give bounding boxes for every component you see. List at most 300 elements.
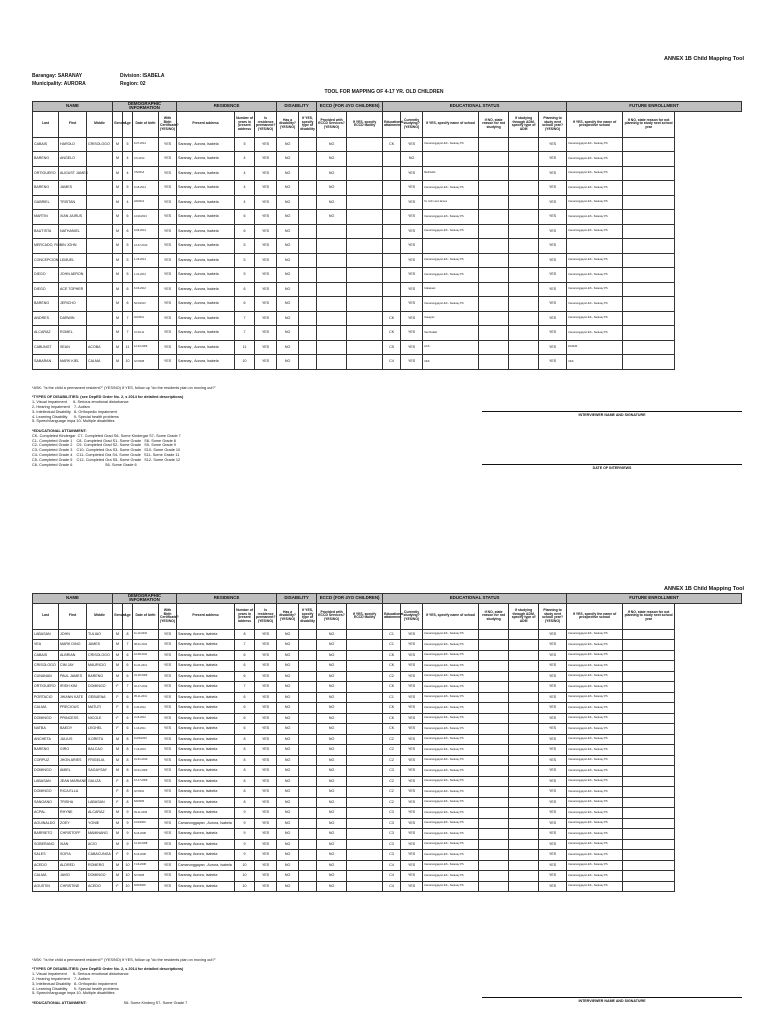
table-cell: C2: [383, 776, 401, 787]
table-cell: [479, 268, 509, 283]
table-cell: [623, 745, 675, 756]
table-cell: TULIAO: [87, 629, 113, 640]
table-cell: YES: [159, 787, 177, 798]
table-cell: 8: [235, 734, 255, 745]
table-cell: ANGELO: [59, 152, 87, 167]
table-cell: Camarunggayan ES - Saranay PS: [423, 860, 479, 871]
table-row: [33, 871, 742, 882]
column-header: Currently studying? (YES/NO): [401, 603, 423, 629]
table-cell: Camarunggayan ES - Saranay PS: [567, 871, 623, 882]
table-cell: 12-18-2008: [133, 839, 159, 850]
table-cell: 10: [235, 860, 255, 871]
table-cell: C3: [383, 818, 401, 829]
table-cell: DOMINGO: [33, 787, 59, 798]
table-cell: 11-21-2011: [133, 661, 159, 672]
table-cell: CK: [383, 724, 401, 735]
table-cell: Camarunggayan ES - Saranay PS: [567, 181, 623, 196]
table-row: [33, 640, 742, 651]
table-cell: NO: [277, 692, 299, 703]
table-cell: 7/5/2014: [133, 166, 159, 181]
table-cell: [299, 850, 317, 861]
table-cell: 10: [235, 871, 255, 882]
table-cell: Saranay, Aurora, Isabela: [177, 734, 235, 745]
table-cell: Camarunggayan ES - Saranay PS: [567, 195, 623, 210]
table-cell: [623, 152, 675, 167]
table-cell: [509, 703, 539, 714]
table-cell: [347, 755, 383, 766]
table-cell: Camarunggayan ES - Saranay PS: [567, 152, 623, 167]
table-cell: Camarunggayan ES - Saranay PS: [423, 745, 479, 756]
table-cell: YES: [401, 881, 423, 892]
table-cell: Camarunggayan ES - Saranay PS: [423, 755, 479, 766]
table-cell: YES: [159, 282, 177, 297]
table-cell: [87, 195, 113, 210]
table-cell: [317, 326, 347, 341]
table-cell: [347, 181, 383, 196]
table-cell: Cabatuan: [423, 282, 479, 297]
table-cell: Camarunggayan ES - Saranay PS: [423, 829, 479, 840]
table-cell: YES: [539, 195, 567, 210]
table-cell: [479, 166, 509, 181]
column-header: If YES, specify type of disability: [299, 111, 317, 137]
table-cell: YES: [539, 850, 567, 861]
table-cell: ANDRES: [33, 311, 59, 326]
table-cell: Camarunggayan ES - Saranay PS: [567, 766, 623, 777]
table-cell: [299, 137, 317, 152]
education-list: CK- Completed Kindergar C7- Completed Grad S6- Some Kindergar S7- Some Grade 7 C1- Completed Grade 1 C8- Completed Grad S1- Some Grade S8- Some Grade 8 C2- Completed Grade 2 C9- Completed Grad S2- Some Grade S9- Some Grade 9 C3- Completed Grade 3 C10- Completed Gra S3- Some Grade S10- Some Grade 10 C4- Completed Grade 4 C11- Completed Gra S4- Some Grade S11- Some Grade 11 C5- Completed Grade 5 C12- Completed Gra S5- Some Grade S12- Some Grade 12 C6- Completed Grade 6 S6- Some Grade 6: [32, 433, 181, 467]
table-cell: BALCAO: [87, 745, 113, 756]
table-cell: ROMEL: [59, 326, 87, 341]
table-cell: Saranay , Aurora, Isabela: [177, 355, 235, 370]
table-cell: Camarunggayan ES - Saranay PS: [423, 713, 479, 724]
table-cell: 8: [123, 797, 133, 808]
table-cell: [509, 850, 539, 861]
table-cell: [347, 224, 383, 239]
table-cell: AUGUST JAMES: [59, 166, 87, 181]
group-header: DISABILITY: [277, 102, 317, 112]
table-cell: [383, 224, 401, 239]
table-cell: C1: [383, 629, 401, 640]
table-cell: 08-01-2011: [133, 640, 159, 651]
table-cell: YES: [255, 713, 277, 724]
table-cell: LEGHEL: [87, 724, 113, 735]
table-cell: YES: [539, 745, 567, 756]
table-cell: C4: [383, 871, 401, 882]
table-cell: YES: [539, 734, 567, 745]
table-cell: YES: [539, 166, 567, 181]
table-cell: YES: [401, 297, 423, 312]
table-cell: YES: [255, 797, 277, 808]
table-cell: YES: [401, 671, 423, 682]
table-cell: TRISHA: [59, 797, 87, 808]
table-cell: [623, 871, 675, 882]
table-row: [33, 268, 742, 283]
table-cell: 9: [235, 839, 255, 850]
table-cell: DOMINGO: [87, 871, 113, 882]
column-header: If studying through ADM, specify type of ADM: [509, 111, 539, 137]
table-cell: JEAN MARIANE: [59, 776, 87, 787]
table-cell: 8: [123, 766, 133, 777]
table-cell: C2: [383, 734, 401, 745]
table-cell: [623, 224, 675, 239]
table-cell: YES: [401, 839, 423, 850]
table-cell: NO: [277, 766, 299, 777]
table-cell: [347, 682, 383, 693]
table-cell: JOHN AERON: [59, 268, 87, 283]
table-cell: NO: [317, 797, 347, 808]
table-cell: YES: [255, 734, 277, 745]
column-header: Has a disability? (YES/NO): [277, 111, 299, 137]
table-cell: ACOBA: [87, 340, 113, 355]
table-cell: YES: [159, 137, 177, 152]
table-cell: 9: [123, 839, 133, 850]
table-cell: [347, 640, 383, 651]
table-cell: NO: [317, 210, 347, 225]
table-cell: M: [113, 734, 123, 745]
table-cell: M: [113, 766, 123, 777]
table-cell: SEAN: [59, 340, 87, 355]
table-cell: Camarunggayan ES - Saranay PS: [423, 871, 479, 882]
table-cell: CES: [567, 355, 623, 370]
table-cell: NO: [277, 137, 299, 152]
table-row: [33, 839, 742, 850]
table-cell: [509, 661, 539, 672]
table-cell: YES: [255, 340, 277, 355]
table-cell: YES: [159, 692, 177, 703]
table-cell: 11/23/2010: [133, 734, 159, 745]
table-cell: NO: [277, 808, 299, 819]
table-cell: [347, 210, 383, 225]
table-cell: NO: [317, 137, 347, 152]
table-row: [33, 671, 742, 682]
table-cell: 6: [235, 650, 255, 661]
table-cell: [299, 860, 317, 871]
table-cell: [509, 745, 539, 756]
table-cell: Camarunggayan ES - Saranay PS: [567, 745, 623, 756]
table-cell: YES: [401, 692, 423, 703]
table-cell: VEA: [33, 640, 59, 651]
table-cell: CRISOLOGO: [87, 137, 113, 152]
table-cell: 12-22-2006: [133, 340, 159, 355]
table-cell: [347, 881, 383, 892]
interviewer-signature-line: INTERVIEWER NAME AND SIGNATURE: [482, 411, 742, 417]
table-cell: YES: [539, 629, 567, 640]
table-cell: Camarunggayan ES - Saranay PS: [567, 166, 623, 181]
table-cell: 9: [123, 818, 133, 829]
table-cell: Camarunggayan ES - Saranay PS: [423, 797, 479, 808]
table-cell: [317, 253, 347, 268]
table-cell: Camarunggayan ES - Saranay PS: [567, 703, 623, 714]
table-cell: ACS: [423, 340, 479, 355]
table-cell: NO: [401, 152, 423, 167]
table-cell: YES: [401, 734, 423, 745]
table-cell: F: [113, 692, 123, 703]
table-cell: [623, 713, 675, 724]
table-cell: YES: [539, 253, 567, 268]
table-cell: 1-16-2014: [133, 253, 159, 268]
child-mapping-table-2: [32, 593, 742, 892]
table-cell: [317, 340, 347, 355]
table-cell: Saranay, Aurora, Isabela: [177, 661, 235, 672]
table-cell: Saranay, Aurora, Isabela: [177, 703, 235, 714]
table-cell: ORTIGUERO: [33, 166, 59, 181]
table-cell: YES: [401, 239, 423, 254]
table-cell: YES: [159, 724, 177, 735]
table-cell: [623, 253, 675, 268]
table-cell: [347, 808, 383, 819]
table-cell: AGUSTIN: [33, 881, 59, 892]
table-row: [33, 166, 742, 181]
table-cell: [623, 703, 675, 714]
table-cell: RICA ELLA: [59, 787, 87, 798]
table-cell: 6: [235, 692, 255, 703]
table-cell: 2/9/2014: [133, 195, 159, 210]
table-cell: M: [113, 829, 123, 840]
table-cell: 5: [235, 239, 255, 254]
table-cell: 8: [235, 787, 255, 798]
column-header: If YES, specify ECCD facility: [347, 111, 383, 137]
table-cell: [509, 734, 539, 745]
table-cell: [347, 195, 383, 210]
table-cell: 6: [123, 297, 133, 312]
table-cell: 8-16-2008: [133, 850, 159, 861]
table-cell: NO: [277, 629, 299, 640]
table-cell: YES: [401, 181, 423, 196]
table-cell: [479, 839, 509, 850]
table-cell: [479, 224, 509, 239]
table-cell: Camarunggayan ES - Saranay PS: [567, 839, 623, 850]
table-cell: 9-07-2014: [133, 137, 159, 152]
table-cell: F: [113, 797, 123, 808]
table-cell: Saranay , Aurora, Isabela: [177, 297, 235, 312]
table-cell: DANHS: [567, 340, 623, 355]
table-cell: M: [113, 745, 123, 756]
table-cell: [479, 253, 509, 268]
table-cell: 6/30/2008: [133, 881, 159, 892]
table-cell: [479, 850, 509, 861]
table-cell: [317, 311, 347, 326]
table-cell: [479, 745, 509, 756]
table-cell: 7: [235, 682, 255, 693]
column-header: If NO, state reason for not studying: [479, 603, 509, 629]
table-cell: Saranay , Aurora, Isabela: [177, 195, 235, 210]
table-cell: MERCADO, ROBIN JOHN: [33, 239, 59, 254]
group-header: DISABILITY: [277, 594, 317, 604]
table-row: [33, 253, 742, 268]
table-cell: YES: [539, 713, 567, 724]
table-cell: [347, 671, 383, 682]
table-cell: Camarunggayan ES - Saranay PS: [567, 818, 623, 829]
table-cell: [623, 640, 675, 651]
table-cell: NO: [317, 881, 347, 892]
table-cell: [509, 787, 539, 798]
table-cell: NO: [277, 724, 299, 735]
table-cell: YES: [539, 724, 567, 735]
table-cell: PRINCESS: [59, 713, 87, 724]
table-cell: [317, 268, 347, 283]
table-cell: ACPAL: [33, 808, 59, 819]
table-cell: NO: [277, 181, 299, 196]
table-row: [33, 340, 742, 355]
table-cell: CK: [383, 311, 401, 326]
table-cell: SOFIA: [59, 850, 87, 861]
group-header: FUTURE ENROLLMENT: [567, 594, 742, 604]
table-cell: YES: [255, 703, 277, 714]
table-cell: YES: [401, 253, 423, 268]
table-cell: Camarunggayan ES - Saranay PS: [567, 850, 623, 861]
notes-1: [32, 381, 216, 472]
education-title-2: *EDUCATIONAL ATTAINMENT:: [32, 1000, 87, 1005]
table-cell: [509, 268, 539, 283]
table-cell: NO: [317, 745, 347, 756]
table-cell: NO: [317, 195, 347, 210]
table-cell: 4: [235, 181, 255, 196]
table-cell: YES: [401, 640, 423, 651]
table-cell: Camarunggayan , Aurora, Isabela: [177, 860, 235, 871]
table-cell: NO: [277, 195, 299, 210]
table-cell: Saranay, Aurora, Isabela: [177, 671, 235, 682]
table-cell: [479, 881, 509, 892]
table-cell: CK: [383, 137, 401, 152]
table-row: [33, 797, 742, 808]
table-cell: CK: [383, 661, 401, 672]
table-cell: YES: [539, 297, 567, 312]
table-cell: M: [113, 195, 123, 210]
table-cell: YES: [255, 671, 277, 682]
table-cell: [299, 818, 317, 829]
table-cell: 4/7/2010: [133, 787, 159, 798]
table-row: [33, 829, 742, 840]
table-cell: 6: [123, 661, 133, 672]
table-row: [33, 881, 742, 892]
table-row: [33, 137, 742, 152]
table-cell: [479, 340, 509, 355]
table-cell: YES: [255, 224, 277, 239]
table-row: [33, 787, 742, 798]
table-cell: YES: [401, 340, 423, 355]
table-cell: [87, 787, 113, 798]
table-cell: YES: [401, 195, 423, 210]
table-cell: 02-17-2012: [133, 682, 159, 693]
table-cell: Saranay, Aurora, Isabela: [177, 724, 235, 735]
table-cell: [87, 311, 113, 326]
table-cell: [623, 860, 675, 871]
table-cell: [623, 355, 675, 370]
table-cell: ILORETA: [87, 734, 113, 745]
column-header: Age: [123, 111, 133, 137]
table-cell: JULIUS: [59, 734, 87, 745]
table-cell: NO: [277, 850, 299, 861]
table-row: [33, 661, 742, 672]
table-cell: CHRISTINE: [59, 881, 87, 892]
table-cell: CK: [383, 326, 401, 341]
table-cell: NO: [277, 671, 299, 682]
location-info: Barangay: SARANAY Division: ISABELA Municipality: AURORA Region: 02: [32, 73, 165, 87]
table-cell: CIM JAY: [59, 661, 87, 672]
table-cell: Camarunggayan ES - Saranay PS: [567, 311, 623, 326]
table-cell: [623, 650, 675, 661]
table-cell: 6: [123, 210, 133, 225]
table-cell: NO: [277, 326, 299, 341]
table-cell: [479, 137, 509, 152]
table-row: [33, 326, 742, 341]
table-cell: [347, 850, 383, 861]
column-header: If YES, specify ECCD facility: [347, 603, 383, 629]
table-cell: YES: [159, 682, 177, 693]
table-cell: NO: [317, 818, 347, 829]
table-cell: C3: [383, 839, 401, 850]
table-cell: M: [113, 297, 123, 312]
table-cell: [623, 755, 675, 766]
table-cell: Camarunggayan ES - Saranay PS: [567, 713, 623, 724]
table-cell: Saranay, Aurora, Isabela: [177, 713, 235, 724]
table-cell: Camarunggayan ES - Saranay PS: [567, 829, 623, 840]
table-cell: YES: [539, 224, 567, 239]
table-cell: YES: [401, 818, 423, 829]
table-cell: YES: [539, 355, 567, 370]
table-cell: Saranay, Aurora, Isabela: [177, 692, 235, 703]
table-cell: 12-17-2009: [133, 776, 159, 787]
table-cell: [299, 181, 317, 196]
table-cell: DOMINGO: [33, 713, 59, 724]
table-cell: YES: [401, 808, 423, 819]
table-cell: ACE TOPHER: [59, 282, 87, 297]
table-cell: [383, 268, 401, 283]
table-cell: Saranay, Aurora, Isabela: [177, 640, 235, 651]
table-cell: DARWIN: [59, 311, 87, 326]
group-header: ECCD (FOR 4YO CHILDREN): [317, 594, 383, 604]
table-cell: [383, 152, 401, 167]
group-header: NAME: [33, 102, 113, 112]
disability-title: *TYPES OF DISABILITIES: (see DepED Order No. 2, s 2014 for detailed descriptions): [32, 395, 184, 400]
table-cell: [347, 137, 383, 152]
table-cell: [87, 166, 113, 181]
table-row: [33, 297, 742, 312]
table-cell: M: [113, 340, 123, 355]
table-cell: [347, 860, 383, 871]
column-header: Last: [33, 111, 59, 137]
column-header: If studying through ADM, specify type of ADM: [509, 603, 539, 629]
table-cell: NO: [317, 703, 347, 714]
table-cell: 6: [235, 671, 255, 682]
table-cell: Saranay , Aurora, Isabela: [177, 224, 235, 239]
table-cell: Saranay, Aurora, Isabela: [177, 850, 235, 861]
table-cell: YES: [159, 881, 177, 892]
table-cell: YES: [159, 181, 177, 196]
table-row: [33, 181, 742, 196]
table-cell: 01-31-2010: [133, 755, 159, 766]
table-cell: [299, 745, 317, 756]
table-cell: NO: [277, 797, 299, 808]
table-cell: NO: [277, 152, 299, 167]
table-cell: YES: [539, 268, 567, 283]
table-cell: St. John and James: [423, 195, 479, 210]
table-cell: 10: [123, 871, 133, 882]
table-cell: [299, 210, 317, 225]
table-cell: HAROLD: [59, 137, 87, 152]
table-row: [33, 776, 742, 787]
annex-title-2: ANNEX 1B Child Mapping Tool: [664, 586, 744, 592]
table-cell: [347, 297, 383, 312]
column-header: Age: [123, 603, 133, 629]
disability-list: 1- Visual Impairment 6- Serious emotional disturbance 2- Hearing Impairment 7- Autism 3- Intellectual Disability 8- Orthopedic impairment 4- Learning Disability 9- Special health problems 5- Speech/language impa 10- Multiple disabilities: [32, 400, 129, 424]
column-header: Present address: [177, 603, 235, 629]
column-header: Date of birth: [133, 111, 159, 137]
table-cell: Camarunggayan ES - Saranay PS: [567, 808, 623, 819]
table-cell: 5: [123, 253, 133, 268]
table-cell: NO: [277, 745, 299, 756]
table-cell: Saranay , Aurora, Isabela: [177, 181, 235, 196]
